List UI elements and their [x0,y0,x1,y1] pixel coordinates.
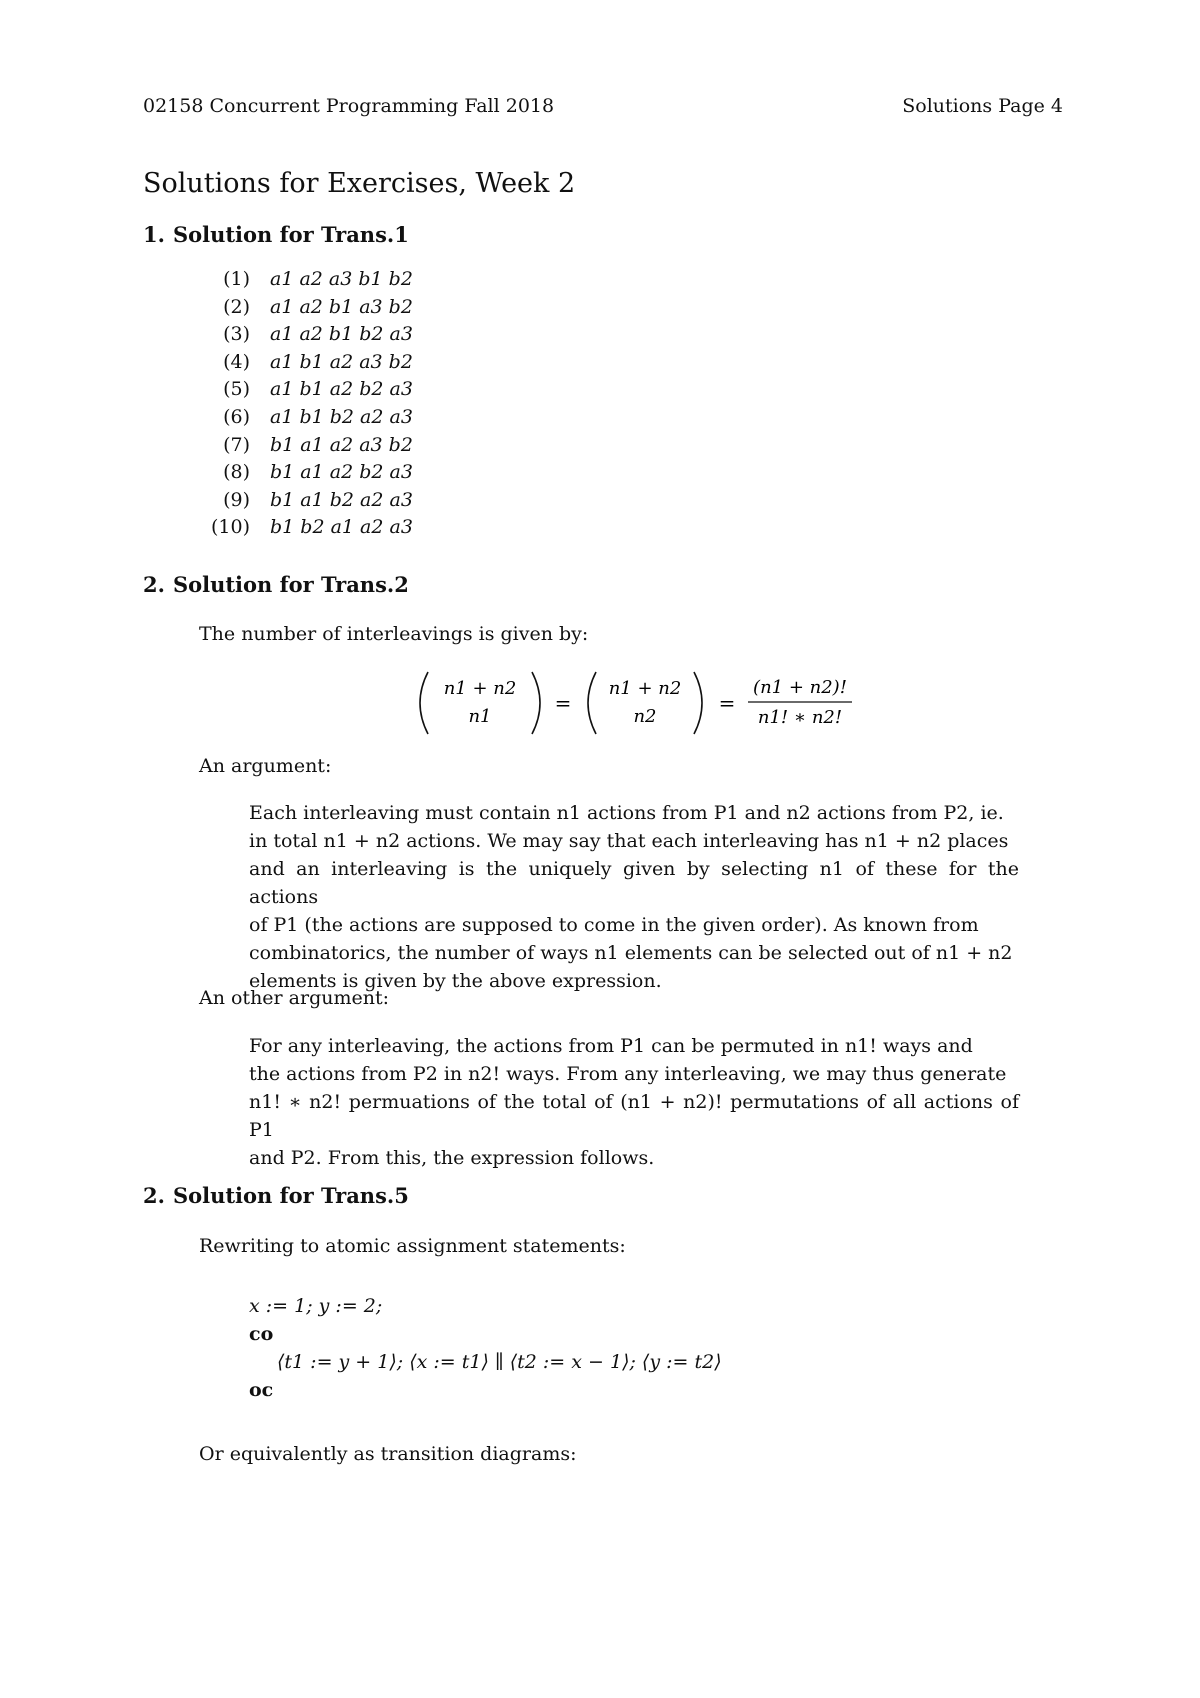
item-label: (4) [223,350,250,373]
section-heading-trans2 [143,572,409,597]
paragraph-line: For any interleaving, the actions from P1 can be permuted in n1! ways and [249,1035,973,1057]
item-label: (7) [223,433,250,456]
list-item [200,487,413,515]
rewrite-intro: Rewriting to atomic assignment statements: [199,1235,626,1257]
item-label: (5) [223,378,250,401]
binom1-top: n1 + n2 [443,678,517,699]
item-label: (6) [223,405,250,428]
fraction-numerator: (n1 + n2)! [753,677,847,698]
list-item [200,514,413,542]
binom2-top: n1 + n2 [608,678,682,699]
item-sequence: a1 b1 a2 a3 b2 [270,350,413,373]
item-sequence: b1 a1 b2 a2 a3 [270,488,413,511]
binom2-bottom: n2 [633,706,657,727]
paragraph-line: in total n1 + n2 actions. We may say that each interleaving has n1 + n2 places [249,830,1009,852]
interleaving-list [200,266,413,542]
section-heading-trans5 [143,1183,409,1208]
item-label: (8) [223,461,250,484]
transition-intro: Or equivalently as transition diagrams: [199,1443,577,1465]
left-paren [588,672,596,734]
item-label: (9) [223,488,250,511]
section-title: Solution for Trans.1 [172,222,409,247]
argument-paragraph [249,1032,1019,1172]
program-code [249,1292,722,1404]
oc-keyword: oc [249,1379,274,1401]
list-item [200,349,413,377]
item-sequence: b1 b2 a1 a2 a3 [270,516,413,539]
section-title: Solution for Trans.2 [172,572,409,597]
list-item [200,376,413,404]
page-title: Solutions for Exercises, Week 2 [143,168,576,199]
paragraph-line: n1! ∗ n2! permuations of the total of (n1 + n2)! permutations of all actions of P1 [249,1091,1019,1141]
paragraph-line: of P1 (the actions are supposed to come in the given order). As known from [249,914,979,936]
paragraph-line: Each interleaving must contain n1 actions from P1 and n2 actions from P2, ie. [249,802,1004,824]
argument-label: An argument: [199,755,332,777]
left-paren [420,672,428,734]
item-label: (3) [223,323,250,346]
item-label: (1) [223,268,250,290]
right-paren [694,672,702,734]
item-sequence: a1 a2 b1 a3 b2 [270,295,413,318]
code-line: ⟨t1 := y + 1⟩; ⟨x := t1⟩ ∥ ⟨t2 := x − 1⟩; ⟨y := t2⟩ [277,1351,722,1373]
paragraph-line: elements is given by the above expression. [249,970,662,992]
list-item [200,266,413,294]
paragraph-line: combinatorics, the number of ways n1 elements can be selected out of n1 + n2 [249,942,1013,964]
co-keyword: co [249,1323,274,1345]
item-sequence: a1 b1 b2 a2 a3 [270,405,413,428]
running-header-left: 02158 Concurrent Programming Fall 2018 [143,95,555,117]
section-number: 1. [143,222,165,247]
item-label: (2) [223,295,250,318]
section-number: 2. [143,1183,165,1208]
code-line: x := 1; y := 2; [249,1295,383,1317]
item-sequence: a1 a2 b1 b2 a3 [270,323,413,346]
right-paren [532,672,540,734]
item-label: (10) [210,516,250,539]
item-sequence: b1 a1 a2 b2 a3 [270,461,413,484]
equals-sign: = [718,691,736,715]
section-title: Solution for Trans.5 [172,1183,409,1208]
paragraph-line: the actions from P2 in n2! ways. From any interleaving, we may thus generate [249,1063,1007,1085]
equals-sign: = [554,691,572,715]
binom1-bottom: n1 [468,706,492,727]
section-heading-trans1 [143,222,409,247]
running-header-right: Solutions Page 4 [902,95,1063,117]
item-sequence: a1 b1 a2 b2 a3 [270,378,413,401]
section-number: 2. [143,572,165,597]
paragraph-line: and P2. From this, the expression follows. [249,1147,655,1169]
interleaving-formula [0,668,1200,738]
list-item [200,459,413,487]
list-item [200,404,413,432]
list-item [200,432,413,460]
item-sequence: a1 a2 a3 b1 b2 [270,268,413,290]
argument-label: An other argument: [199,987,390,1009]
fraction-denominator: n1! ∗ n2! [757,707,843,728]
paragraph-line: and an interleaving is the uniquely given by selecting n1 of these for the actions [249,858,1019,908]
list-item [200,321,413,349]
argument-paragraph [249,799,1019,995]
item-sequence: b1 a1 a2 a3 b2 [270,433,413,456]
formula-intro: The number of interleavings is given by: [199,623,589,645]
list-item [200,294,413,322]
